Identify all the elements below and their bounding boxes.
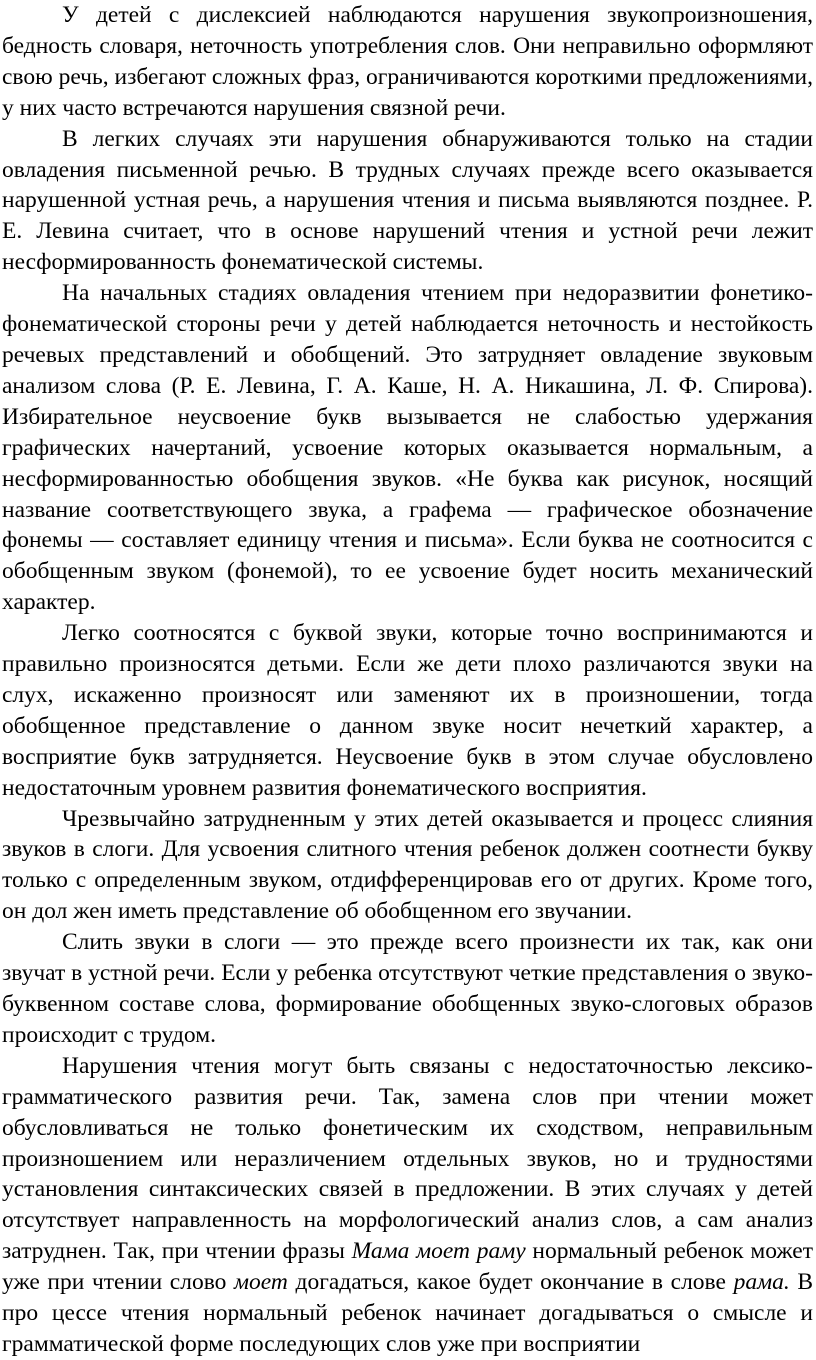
paragraph-7-text-4: В про цессе чтения нормальный ребенок начинает догадываться о смысле и грамматической форме последующих слов уже при восприятии	[2, 1269, 813, 1357]
paragraph-2: В легких случаях эти нарушения обнаруживаются только на стадии овладения письменной речью. В трудных случаях прежде всего оказывается нарушенной устная речь, а нарушения чтения и письма выявляются позднее. Р. Е. Левина считает, что в основе нарушений чтения и устной речи лежит несформированность фонематической системы.	[2, 125, 813, 276]
paragraph-4: Легко соотносятся с буквой звуки, которые точно воспринимаются и правильно произносятся детьми. Если же дети плохо различаются звуки на слух, искаженно произносят или заменяют их в произношении, тогда обобщенное представление о данном звуке носит нечеткий характер, а восприятие букв затрудняется. Неусвоение букв в этом случае обусловлено недостаточным уровнем развития фонематического восприятия.	[2, 620, 813, 801]
paragraph-7-text-2: нормальный ребенок может уже при чтении слово	[2, 1238, 813, 1296]
italic-word-moet: моет	[234, 1269, 288, 1296]
italic-phrase-mama-moet-ramu: Мама моет раму	[351, 1238, 526, 1265]
paragraph-7	[2, 1051, 813, 1360]
paragraph-3: На начальных стадиях овладения чтением при недоразвитии фонетико-фонематической стороны речи у детей наблюдается неточность и нестойкость речевых представлений и обобщений. Это затрудняет овладение звуковым анализом слова (Р. Е. Левина, Г. А. Каше, Н. А. Никашина, Л. Ф. Спирова). Избирательное неусвоение букв вызывается не слабостью удержания графических начертаний, усвоение которых оказывается нормальным, а несформированностью обобщения звуков. «Не буква как рисунок, носящий название соответствующего звука, а графема — графическое обозначение фонемы — составляет единицу чтения и письма». Если буква не соотносится с обобщенным звуком (фонемой), то ее усвоение будет носить механический характер.	[2, 280, 813, 616]
paragraph-1: У детей с дислексией наблюдаются нарушения звукопроизношения, бедность словаря, неточность употребления слов. Они неправильно оформляют свою речь, избегают сложных фраз, ограничиваются короткими предложениями, у них часто встречаются нарушения связной речи.	[2, 2, 813, 121]
paragraph-7-text-3: догадаться, какое будет окончание в слове	[287, 1269, 734, 1296]
italic-word-rama: рама.	[733, 1269, 790, 1296]
paragraph-5: Чрезвычайно затрудненным у этих детей оказывается и процесс слияния звуков в слоги. Для усвоения слитного чтения ребенок должен соотнести букву только с определенным звуком, отдифференцировав его от других. Кроме того, он дол жен иметь представление об обобщенном его звучании.	[2, 805, 813, 925]
paragraph-6: Слить звуки в слоги — это прежде всего произнести их так, как они звучат в устной речи. Если у ребенка отсутствуют четкие представления о звуко-буквенном составе слова, формирование обобщенных звуко-слоговых образов происходит с трудом.	[2, 929, 813, 1048]
paragraph-7-text-1: Нарушения чтения могут быть связаны с недостаточностью лексико-грамматического развития речи. Так, замена слов при чтении может обусловливаться не только фонетическим их сходством, неправильным произношением или неразличением отдельных звуков, но и трудностями установления синтаксических связей в предложении. В этих случаях у детей отсутствует направленность на морфологический анализ слов, а сам анализ затруднен. Так, при чтении фразы	[2, 1052, 813, 1265]
